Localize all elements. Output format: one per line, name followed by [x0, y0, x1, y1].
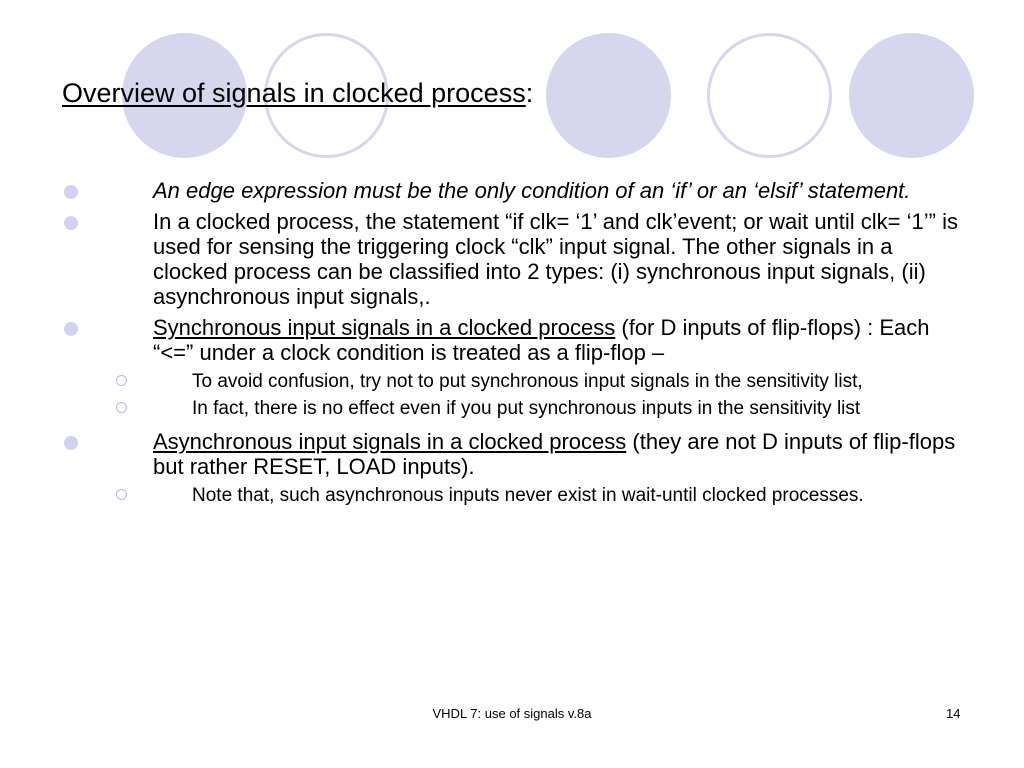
filled-bullet-icon: [64, 436, 78, 450]
hollow-bullet-icon: [116, 489, 127, 500]
bullet-item-3: [0, 315, 968, 365]
bullet-text-underlined: Synchronous input signals in a clocked process: [153, 315, 616, 340]
decor-circle-5: [849, 33, 974, 158]
filled-bullet-icon: [64, 216, 78, 230]
bullet-item-1: [0, 178, 968, 203]
footer-text: VHDL 7: use of signals v.8a: [432, 706, 592, 721]
decor-circle-4: [707, 33, 832, 158]
bullet-item-4: [0, 429, 968, 479]
slide-title-underlined: Overview of signals in clocked process: [62, 78, 526, 108]
decor-circle-3: [546, 33, 671, 158]
bullet-text: (for D inputs of flip-flops) : Each “<=” under a clock condition is treated as a flip-flop –: [153, 315, 930, 365]
sub-bullet-item-3: [0, 485, 964, 506]
bullet-text: An edge expression must be the only condition of an ‘if’ or an ‘elsif’ statement.: [153, 178, 911, 203]
bullet-text: (they are not D inputs of flip-flops but rather RESET, LOAD inputs).: [153, 429, 956, 479]
sub-bullet-text: Note that, such asynchronous inputs never exist in wait-until clocked processes.: [192, 485, 864, 506]
sub-bullet-item-2: [0, 398, 964, 419]
sub-bullet-item-1: [0, 371, 964, 392]
slide-title: [62, 78, 533, 109]
filled-bullet-icon: [64, 185, 78, 199]
filled-bullet-icon: [64, 322, 78, 336]
slide-title-suffix: :: [525, 78, 534, 108]
hollow-bullet-icon: [116, 402, 127, 413]
slide-body: [0, 178, 1024, 506]
page-number: 14: [946, 706, 961, 721]
bullet-text-underlined: Asynchronous input signals in a clocked process: [153, 429, 627, 454]
sub-bullet-text: In fact, there is no effect even if you put synchronous inputs in the sensitivity list: [192, 398, 861, 419]
hollow-bullet-icon: [116, 375, 127, 386]
sub-bullet-text: To avoid confusion, try not to put synchronous input signals in the sensitivity list,: [192, 371, 863, 392]
bullet-item-2: [0, 209, 968, 309]
bullet-text: In a clocked process, the statement “if clk= ‘1’ and clk’event; or wait until clk= ‘1’” is used for sensing the triggering clock “clk” input signal. The other signals in a clocked process can be classified into 2 types: (i) synchronous input signals, (ii) asynchronous input signals,.: [153, 209, 958, 309]
